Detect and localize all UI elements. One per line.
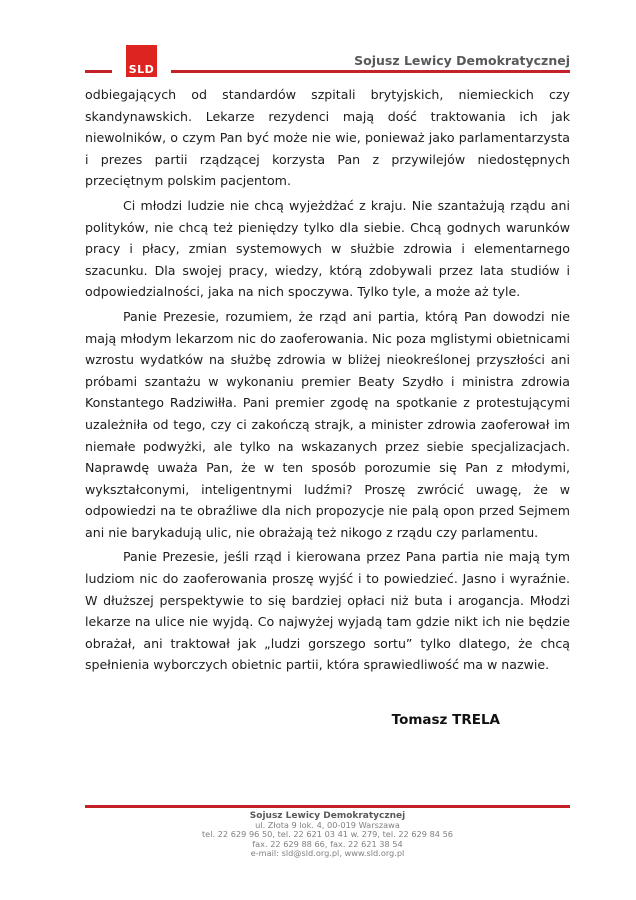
- letter-paragraph: Panie Prezesie, rozumiem, że rząd ani partia, którą Pan dowodzi nie mają młodym lekarzom nic do zaoferowania. Nic poza mglistymi obietnicami wzrostu wydatków na służbę zdrowia w bliżej nieokreślonej przyszłości ani próbami szantażu w wykonaniu premier Beaty Szydło i ministra zdrowia Konstantego Radziwiłła. Pani premier zgodę na spotkanie z protestującymi uzależniła od tego, czy ci zakończą strajk, a minister zdrowia zaoferował im niemałe podwyżki, ale tylko na wskazanych przez siebie specjalizacjach. Naprawdę uważa Pan, że w ten sposób porozumie się Pan z młodymi, wykształconymi, inteligentnymi ludźmi? Proszę zwrócić uwagę, że w odpowiedzi na te obraźliwe dla nich propozycje nie palą opon przed Sejmem ani nie barykadują ulic, nie obrażają też nikogo z rządu czy parlamentu.: [85, 308, 570, 540]
- footer-phones: tel. 22 629 96 50, tel. 22 621 03 41 w. 279, tel. 22 629 84 56: [201, 829, 454, 840]
- footer-fax: fax. 22 629 88 66, fax. 22 621 38 54: [252, 838, 403, 849]
- sld-logo-text: SLD: [128, 63, 155, 76]
- letter-paragraph: Ci młodzi ludzie nie chcą wyjeżdżać z kraju. Nie szantażują rządu ani polityków, nie chcą też pieniędzy tylko dla siebie. Chcą godnych warunków pracy i płacy, zmian systemowych w służbie zdrowia i elementarnego szacunku. Dla swojej pracy, wiedzy, którą zdobywali przez lata studiów i odpowiedzialności, jaka na nich spoczywa. Tylko tyle, a może aż tyle.: [85, 197, 570, 300]
- header-org-name: Sojusz Lewicy Demokratycznej: [354, 53, 570, 68]
- header-rule-right: [171, 70, 570, 73]
- footer-org-name: Sojusz Lewicy Demokratycznej: [249, 811, 406, 821]
- signature-name: Tomasz TRELA: [391, 712, 500, 728]
- letter-body: [85, 84, 570, 679]
- letter-paragraph: Panie Prezesie, jeśli rząd i kierowana przez Pana partia nie mają tym ludziom nic do zaoferowania proszę wyjść i to powiedzieć. Jasno i wyraźnie. W dłuższej perspektywie to się bardziej opłaci niż buta i arogancja. Młodzi lekarze na ulice nie wyjdą. Co najwyżej wyjadą tam gdzie nikt ich nie będzie obrażał, ani traktował jak „ludzi gorszego sortu” tylko dlatego, że chcą spełnienia wyborczych obietnic partii, która sprawiedliwość ma w nazwie.: [85, 549, 570, 673]
- footer-rule: [85, 805, 570, 808]
- footer-email-web: e-mail: sld@sld.org.pl, www.sld.org.pl: [250, 847, 405, 858]
- footer-address: ul. Złota 9 lok. 4, 00-019 Warszawa: [255, 820, 400, 830]
- header-rule-left: [85, 70, 112, 73]
- footer-contact-block: [85, 811, 570, 858]
- sld-logo: [126, 45, 157, 77]
- letter-paragraph: odbiegających od standardów szpitali brytyjskich, niemieckich czy skandynawskich. Lekarze rezydenci mają dość traktowania ich jak niewolników, o czym Pan być może nie wie, ponieważ jako parlamentarzysta i prezes partii rządzącej korzysta Pan z przywilejów niedostępnych przeciętnym polskim pacjentom.: [85, 87, 570, 189]
